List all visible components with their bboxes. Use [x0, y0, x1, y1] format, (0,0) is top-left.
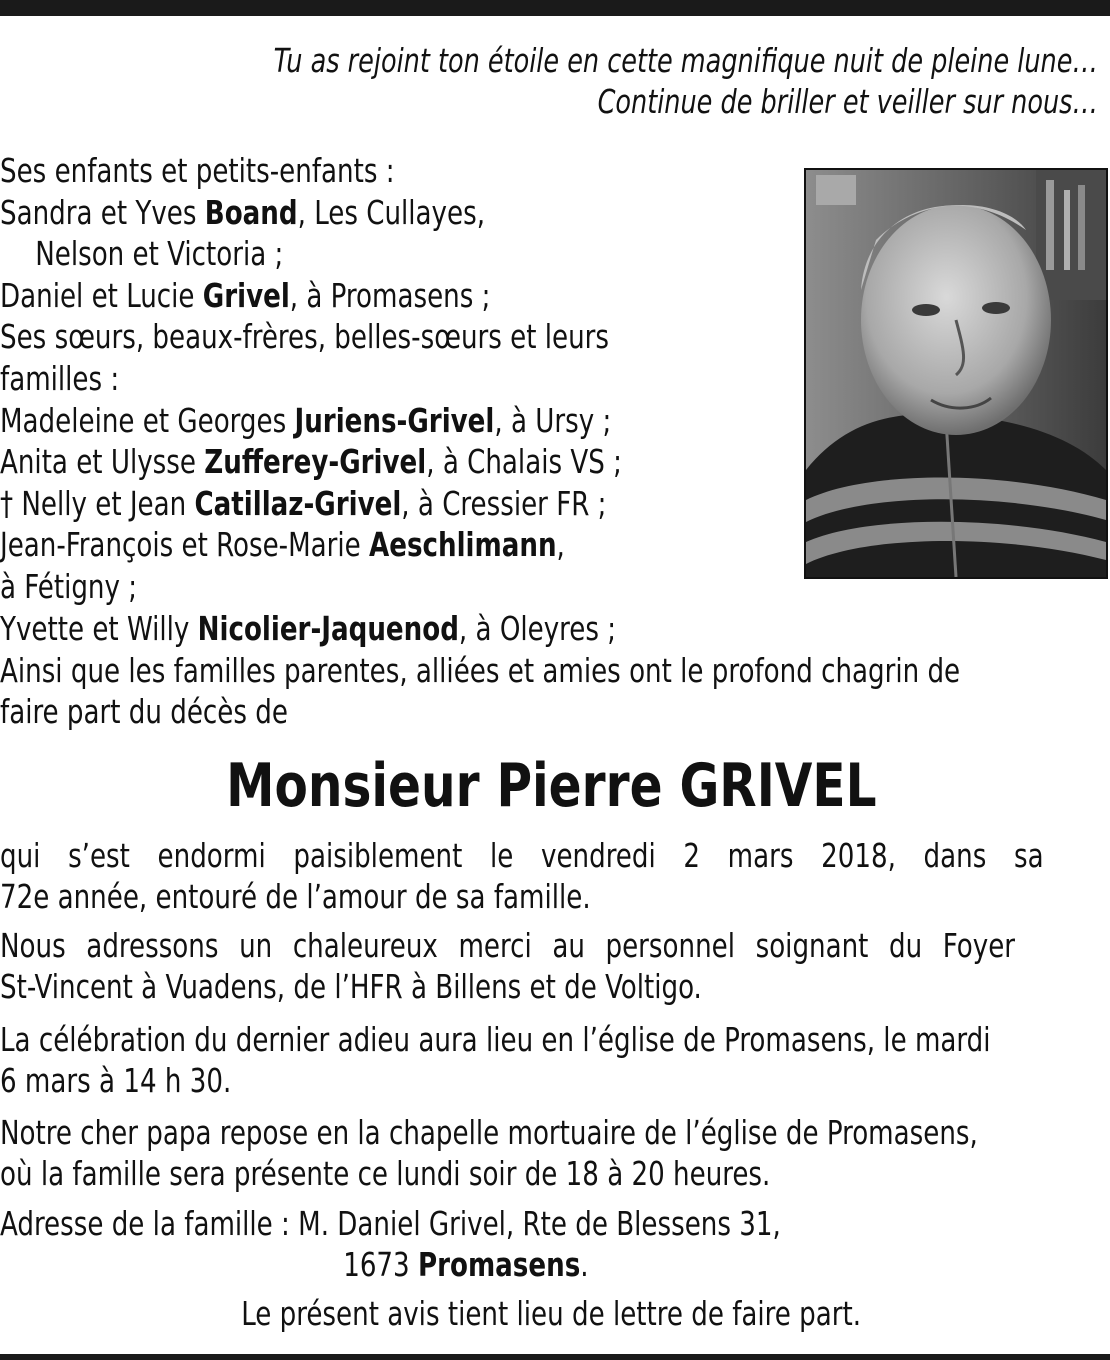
epigraph-line-1: Tu as rejoint ton étoile en cette magnifique nuit de pleine lune… — [273, 41, 1098, 80]
announcement — [0, 650, 1102, 732]
family-surname: Zufferey-Grivel — [204, 442, 427, 482]
bottom-rule — [0, 1354, 1110, 1360]
paragraph-death — [0, 835, 1102, 917]
entry-text: , — [556, 525, 565, 565]
family-entry-aeschlimann — [0, 524, 704, 566]
family-entry-catillaz — [0, 483, 704, 525]
family-entry-boand — [0, 192, 704, 234]
closing-note-text: Le présent avis tient lieu de lettre de faire part. — [241, 1294, 861, 1333]
address-city: Promasens — [417, 1245, 581, 1284]
paragraph-line: 72e année, entouré de l’amour de sa famille. — [0, 877, 591, 916]
deceased-name-text: Monsieur Pierre GRIVEL — [225, 751, 877, 821]
portrait-illustration — [806, 170, 1106, 577]
family-surname: Catillaz-Grivel — [194, 483, 402, 523]
family-entry-grivel — [0, 275, 704, 317]
paragraph-rest — [0, 1112, 1102, 1194]
family-entry-zufferey — [0, 441, 704, 483]
entry-text: , à Promasens ; — [289, 275, 491, 315]
paragraph-ceremony — [0, 1019, 1102, 1101]
announcement-line-2: faire part du décès de — [0, 692, 288, 731]
address-period: . — [580, 1245, 589, 1284]
entry-text: Daniel et Lucie — [0, 275, 203, 315]
address-zip: 1673 — [343, 1245, 418, 1284]
family-entry-juriens — [0, 400, 704, 442]
paragraph-line: qui s’est endormi paisiblement le vendredi 2 mars 2018, dans sa — [0, 836, 1044, 875]
family-surname: Nicolier-Jaquenod — [197, 608, 459, 648]
deceased-name — [0, 748, 1102, 824]
paragraph-line: Notre cher papa repose en la chapelle mortuaire de l’église de Promasens, — [0, 1113, 978, 1152]
address-line-1: Adresse de la famille : M. Daniel Grivel, Rte de Blessens 31, — [0, 1204, 781, 1243]
entry-text: , Les Cullayes, — [297, 192, 486, 232]
paragraph-line: 6 mars à 14 h 30. — [0, 1061, 232, 1100]
entry-text: Madeleine et Georges — [0, 400, 295, 440]
top-rule — [0, 0, 1110, 16]
entry-text: , à Cressier FR ; — [401, 483, 607, 523]
epigraph — [186, 40, 1098, 122]
family-surname: Boand — [204, 192, 298, 232]
paragraph-thanks — [0, 925, 1102, 1007]
entry-text: Yvette et Willy — [0, 608, 198, 648]
paragraph-line: St-Vincent à Vuadens, de l’HFR à Billens et de Voltigo. — [0, 967, 702, 1006]
family-surname: Grivel — [202, 275, 290, 315]
family-list — [0, 150, 800, 649]
siblings-heading-2: familles : — [0, 358, 120, 398]
family-surname: Juriens-Grivel — [294, 400, 495, 440]
paragraph-line: où la famille sera présente ce lundi soir de 18 à 20 heures. — [0, 1154, 771, 1193]
family-entry-nicolier — [0, 608, 704, 650]
entry-text: , à Ursy ; — [494, 400, 612, 440]
family-entry-boand-kids: Nelson et Victoria ; — [35, 234, 284, 274]
address-line-2 — [0, 1244, 970, 1285]
entry-text: Jean-François et Rose-Marie — [0, 525, 370, 565]
paragraph-line: Nous adressons un chaleureux merci au personnel soignant du Foyer — [0, 926, 1016, 965]
announcement-line-1: Ainsi que les familles parentes, alliées et amies ont le profond chagrin de — [0, 651, 961, 690]
family-address — [0, 1203, 1102, 1285]
entry-text: , à Chalais VS ; — [426, 442, 622, 482]
entry-text: Sandra et Yves — [0, 192, 205, 232]
siblings-heading-1: Ses sœurs, beaux-frères, belles-sœurs et leurs — [0, 317, 610, 357]
entry-text: † Nelly et Jean — [0, 483, 195, 523]
paragraph-line: La célébration du dernier adieu aura lieu en l’église de Promasens, le mardi — [0, 1020, 991, 1059]
epigraph-line-2: Continue de briller et veiller sur nous… — [597, 82, 1098, 121]
portrait-photo — [804, 168, 1108, 579]
family-surname: Aeschlimann — [369, 525, 557, 565]
entry-text: , à Oleyres ; — [458, 608, 617, 648]
family-entry-aeschlimann-place: à Fétigny ; — [0, 566, 138, 606]
children-heading: Ses enfants et petits-enfants : — [0, 151, 395, 190]
closing-note — [0, 1293, 1102, 1334]
entry-text: Anita et Ulysse — [0, 442, 205, 482]
